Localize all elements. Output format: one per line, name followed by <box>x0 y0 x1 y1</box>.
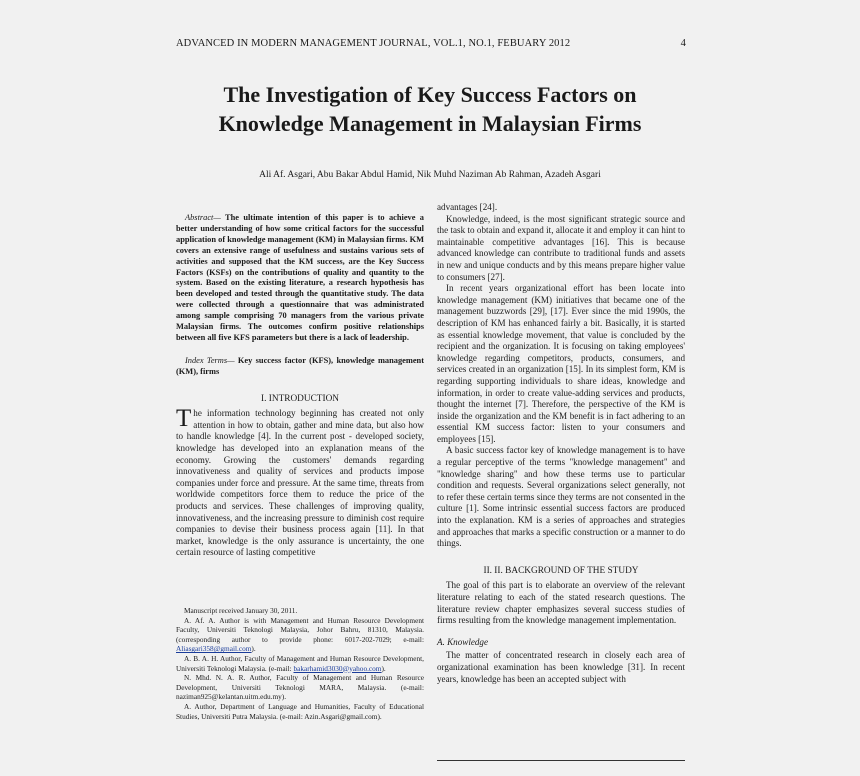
paragraph-success-factor: A basic success factor key of knowledge management is to have a regular perceptive of the terms "knowledge management" and "knowledge sharing" and how these terms use to particular condition and requests. Several organizations select generally, not to refer these certain terms since they terms are not consented in the culture [1]. Some intrinsic essential success factors are produced into the explanation. KM is a series of approaches and strategies and approaches that marks a specific construction or a manner to do things. <box>437 445 685 549</box>
abstract-text: The ultimate intention of this paper is to achieve a better understanding of how some critical factors for the successful application of knowledge management (KM) in Malaysian firms. KM covers an extensive range of usefulness and sustains various sets of activities and supposed that the KM success, are the Key Success Factors (KSFs) on the contributions of quality and quantity to the system. Based on the existing literature, a research hypothesis has been developed and tested through the quantitative study. The data were collected through a questionnaire that was administrated among sample comprising 70 managers from the various private Malaysian firms. The outcomes confirm positive relationships between all five KFS parameters but there is a lack of leadership. <box>176 213 424 342</box>
footnote-a-text: A. Af. A. Author is with Management and Human Resource Development Faculty, Universiti Teknologi Malaysia, Johor Bahru, 81310, Malaysia. (corresponding author to provide phone: 6017-202-7029; e-mail: <box>176 615 424 644</box>
index-terms <box>176 356 424 378</box>
footnote-b-text: A. B. A. H. Author, Faculty of Management and Human Resource Development, Universiti Teknologi Malaysia. (e-mail: <box>176 653 424 673</box>
paragraph-knowledge: The matter of concentrated research in closely each area of organizational examination has been knowledge [31]. In recent years, knowledge has been an accepted subject with <box>437 650 685 684</box>
journal-name: ADVANCED IN MODERN MANAGEMENT JOURNAL, VOL.1, NO.1, FEBUARY 2012 <box>176 38 571 49</box>
page-number: 4 <box>680 38 686 49</box>
footnote-a-end: ). <box>251 644 256 654</box>
email-link-a[interactable]: Aliasgari358@gmail.com <box>176 644 252 654</box>
subsection-heading-knowledge: A. Knowledge <box>437 636 489 647</box>
drop-cap: T <box>176 405 192 433</box>
right-column <box>437 202 685 685</box>
index-terms-lead: Index Terms— <box>185 355 235 365</box>
section-initial: I <box>268 393 272 404</box>
section-heading-introduction <box>176 394 424 406</box>
footnote-author-az: A. Author, Department of Language and Humanities, Faculty of Educational Studies, Universiti Putra Malaysia. (e-mail: Azin.Asgari@gmail.com). <box>176 701 424 721</box>
paragraph-knowledge-source: Knowledge, indeed, is the most significant strategic source and the task to obtain and expand it, allocate it and employ it can hint to maintainable competitive advantages [16]. This is because advanced knowledge can contribute to traditional funds and assets in new and unique conducts and by this means prepare higher value to consumers [27]. <box>437 213 685 282</box>
title-line-1: The Investigation of Key Success Factors on <box>223 82 637 107</box>
footnote-author-n: N. Mhd. N. A. R. Author, Faculty of Management and Human Resource Development, Universiti Teknologi MARA, Malaysia. (e-mail: naziman925@kelantan.uitm.edu.my). <box>176 673 424 702</box>
running-header <box>176 38 686 49</box>
footnote-b-end: ). <box>381 663 386 673</box>
section-number: I. <box>261 393 269 404</box>
abstract-lead: Abstract— <box>185 213 221 222</box>
footnote-author-b <box>176 654 424 673</box>
paper-title <box>150 80 710 138</box>
continued-text: advantages [24]. <box>437 202 498 212</box>
title-line-2: Knowledge Management in Malaysian Firms <box>218 111 642 136</box>
introduction-paragraph <box>176 405 424 559</box>
left-column <box>176 213 424 559</box>
bottom-rule <box>437 760 685 761</box>
paragraph-km-initiatives: In recent years organizational effort has been locate into knowledge management (KM) initiatives that became one of the management buzzwords [29], [17]. Ever since the mid 1990s, the description of KM has enhanced fairly a bit. Basically, it is started as essential knowledge movement, that value is concluded by the recipient and the organization. It is focusing on taking employees' knowledge regarding competitors, products, consumers, and services created in an organization [15]. In its simplest form, KM is regarding supporting individuals to share ideas, knowledge and information, in order to create value-adding services and products, thought the internet [7]. Therefore, the perspective of the KM is inside the organization and the KM benefit is in fact adhering to an essential KM success factor: listen to your consumers and employees [15]. <box>437 283 685 444</box>
section-heading-background: II. II. BACKGROUND OF THE STUDY <box>483 565 639 576</box>
index-terms-text: Key success factor (KFS), knowledge management (KM), firms <box>176 355 424 376</box>
introduction-text: he information technology beginning has created not only attention in how to obtain, gather and mine data, but also how to handle knowledge [4]. In the current post - developed society, knowledge has developed into an explanation means of the economy. Growing the customers' demands regarding innovativeness and quality of services and products impose companies under force and pressure. At the same time, threats from worldwide competitors force them to reduce the price of the products and services. These challenges of improving quality, innovativeness, and the increasing pressure to diminish cost require companies to devise their business process again [11]. In that market, knowledge is the only assurance is uncertainty, the one certain resource of lasting competitive <box>176 408 424 558</box>
abstract <box>176 213 424 344</box>
footnotes <box>176 606 424 721</box>
author-list: Ali Af. Asgari, Abu Bakar Abdul Hamid, Nik Muhd Naziman Ab Rahman, Azadeh Asgari <box>259 170 601 180</box>
paragraph-background: The goal of this part is to elaborate an overview of the relevant literature relating to each of the stated research questions. The literature review chapter emphasizes several success studies of firms resulting from the knowledge management implementation. <box>437 580 685 626</box>
section-title-rest: NTRODUCTION <box>271 393 339 404</box>
footnote-received: Manuscript received January 30, 2011. <box>184 606 298 615</box>
email-link-b[interactable]: bakarhamid3030@yahoo.com <box>293 663 382 673</box>
footnote-author-a <box>176 616 424 654</box>
